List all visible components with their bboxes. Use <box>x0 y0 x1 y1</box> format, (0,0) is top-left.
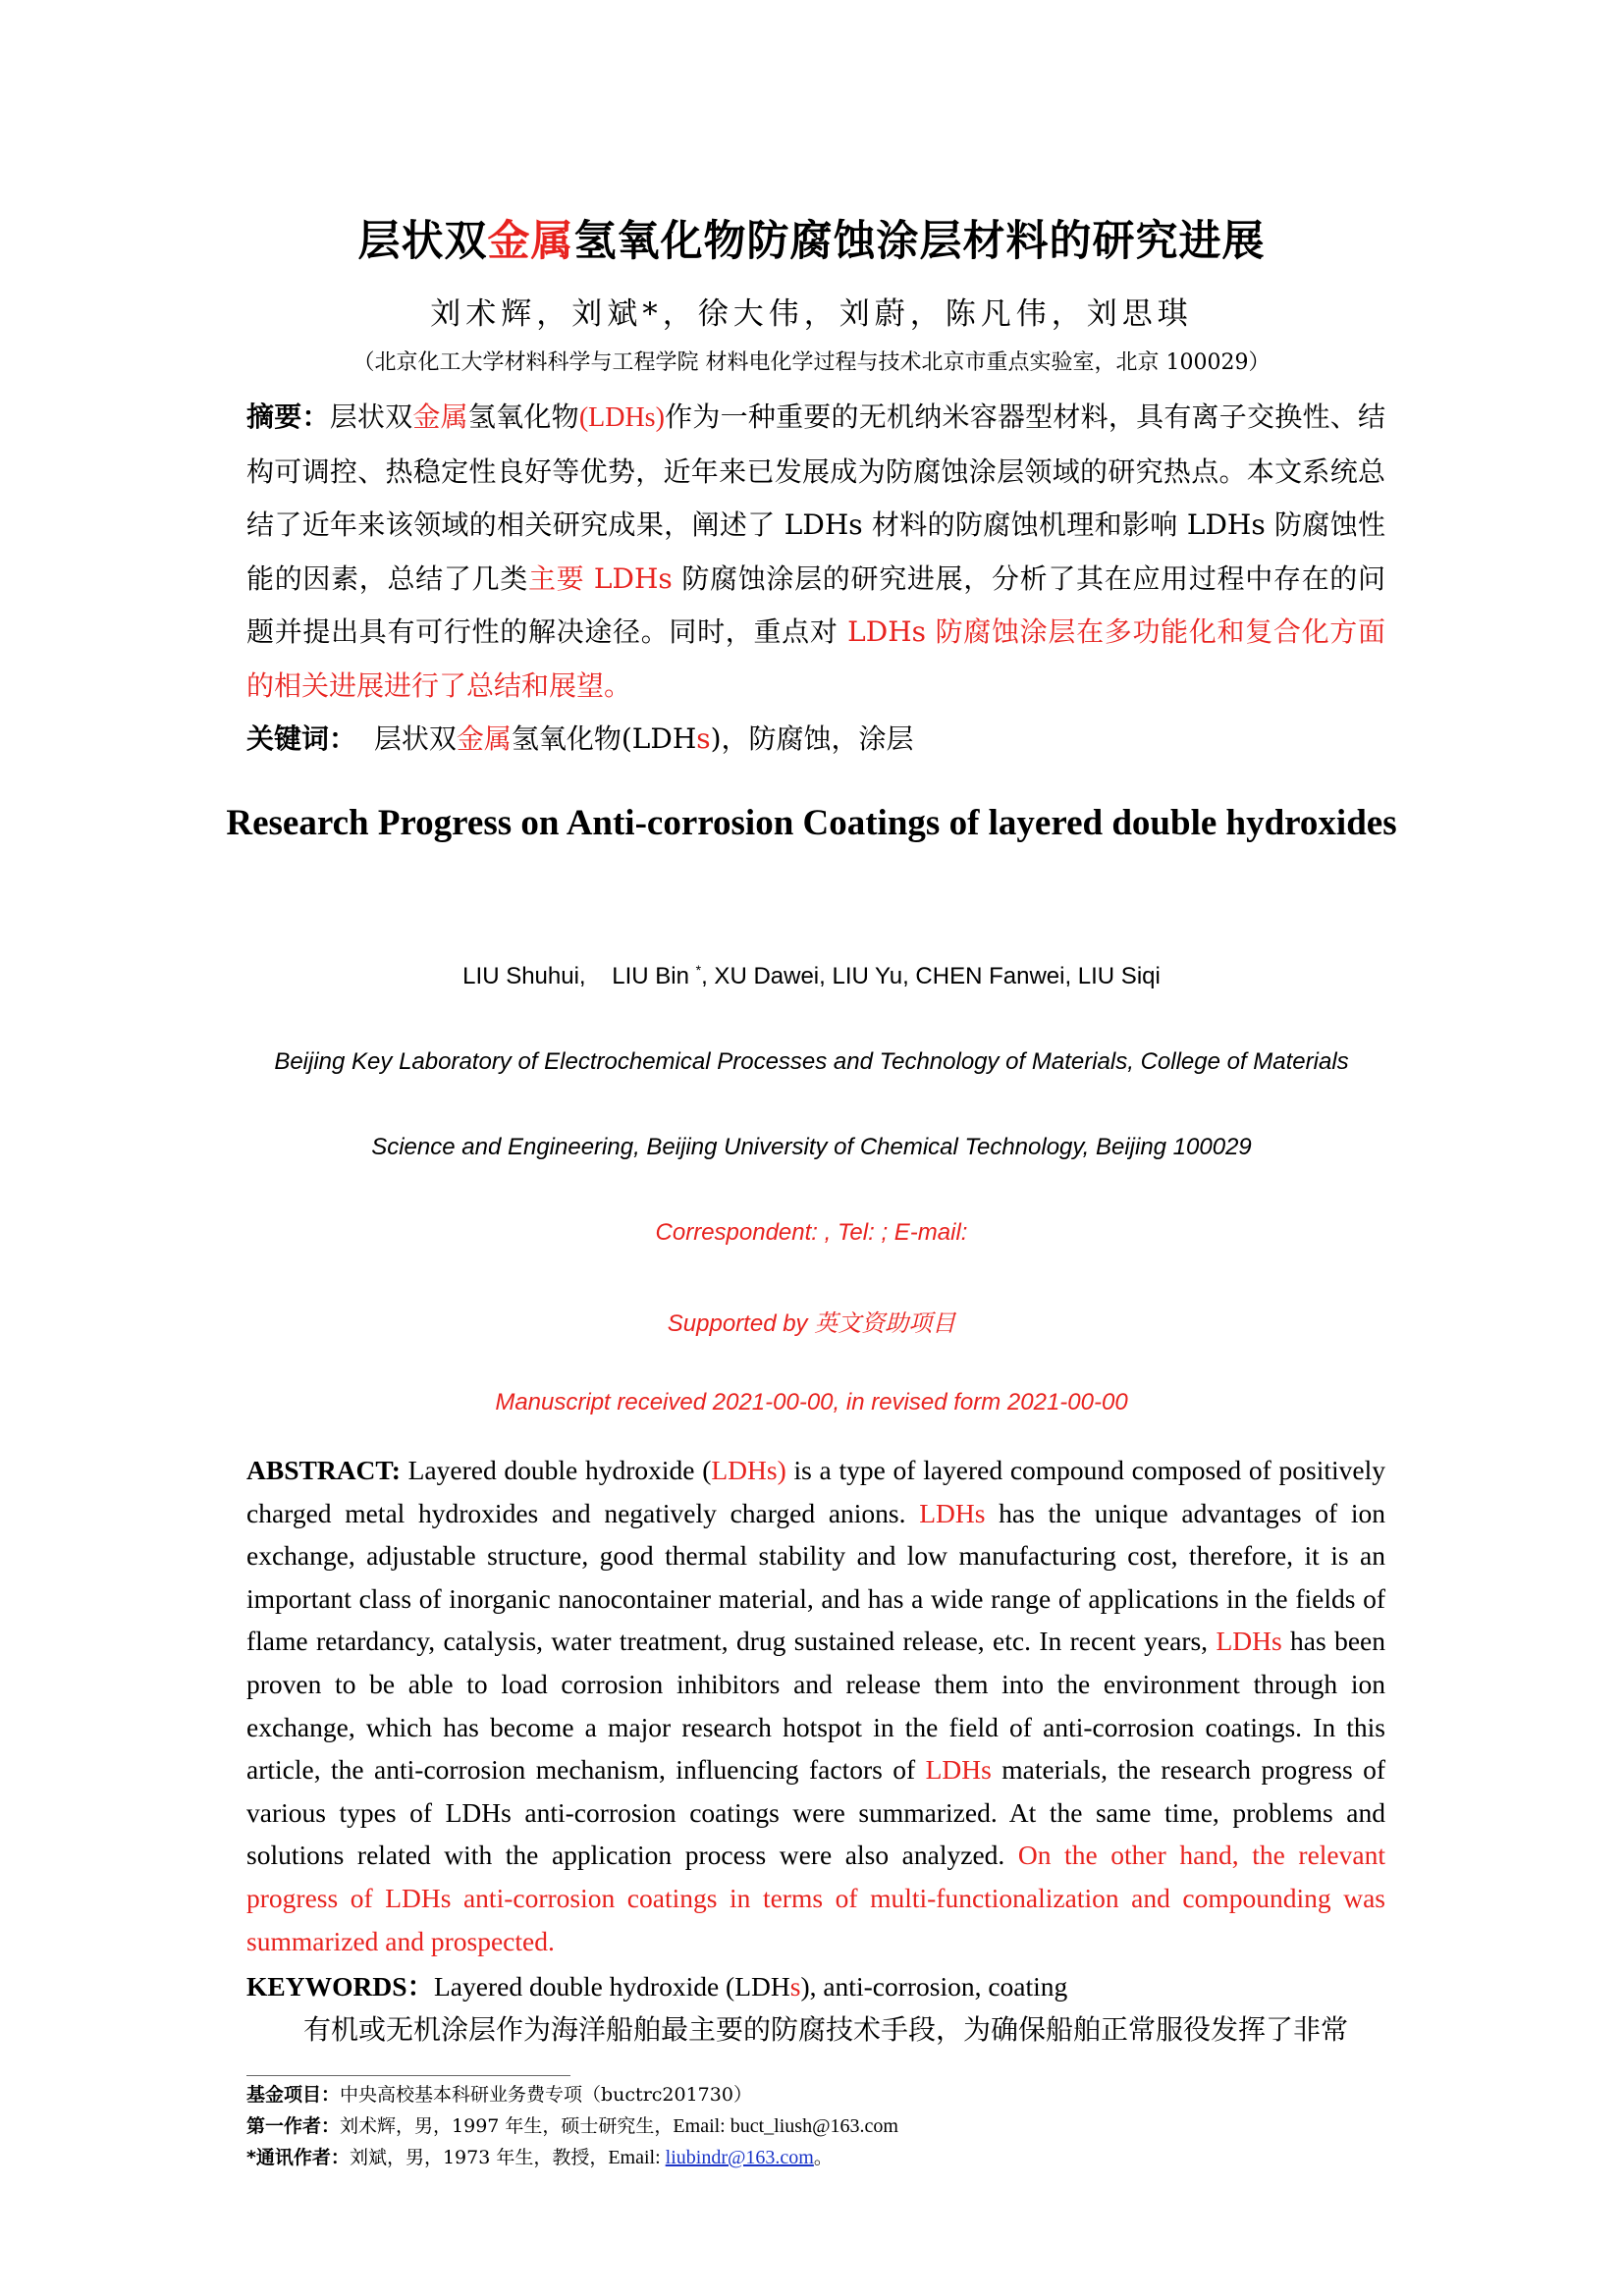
english-affiliation-line-2: Science and Engineering, Beijing University of Chemical Technology, Beijing 100029 <box>371 1134 1252 1160</box>
abstract-highlight: 主要 LDHs <box>527 561 673 595</box>
footnote-divider <box>246 2075 570 2076</box>
manuscript-dates: Manuscript received 2021-00-00, in revised form 2021-00-00 <box>495 1389 1128 1415</box>
keywords-highlight: s <box>789 1971 801 2002</box>
abstract-text: Layered double hydroxide ( <box>400 1455 712 1485</box>
footnote-corresponding-author <box>246 2144 1385 2171</box>
abstract-text: materials, the research progress of various types of LDHs anti-corrosion coatings were summarized. At the same time, problems and solutions related with the application process were also analyzed. <box>246 1754 1385 1871</box>
author-text: , XU Dawei, LIU Yu, CHEN Fanwei, LIU Siqi <box>701 963 1161 989</box>
footnote-label: 第一作者： <box>246 2115 341 2137</box>
keywords-label: 关键词： <box>246 722 357 755</box>
english-abstract <box>246 1449 1385 1962</box>
english-title: Research Progress on Anti-corrosion Coatings of layered double hydroxides <box>226 803 1397 843</box>
abstract-highlight: 金属 <box>412 400 468 433</box>
footnote-email: Email: buct_liush@163.com <box>673 2115 898 2137</box>
keywords-text: )，防腐蚀，涂层 <box>710 722 914 755</box>
abstract-text: 防腐蚀涂层的研究进展，分析了其在应用过程中存在的问题并提出具有可行性的解决途径。同时，重点对 <box>246 561 1385 648</box>
supported-project: 英文资助项目 <box>814 1309 956 1337</box>
abstract-text: has been proven to be able to load corrosion inhibitors and release them into the environment through ion exchange, which has become a major research hotspot in the field of anti-corrosion coatings. In this article, the anti-corrosion mechanism, influencing factors of <box>246 1626 1385 1786</box>
title-highlight: 金属 <box>487 217 574 266</box>
footnote-text: 刘斌，男，1973 年生，教授， <box>349 2147 609 2168</box>
footnote-first-author <box>246 2112 1385 2140</box>
supported-text: Supported by <box>667 1310 815 1337</box>
abstract-highlight: LDHs <box>925 1754 992 1786</box>
keywords-highlight: s <box>696 722 711 755</box>
title-part: 氢氧化物防腐蚀涂层材料的研究进展 <box>573 217 1266 266</box>
english-keywords <box>246 1967 1385 2006</box>
footnote-funding <box>246 2081 1385 2109</box>
footnote-label: 基金项目： <box>246 2084 341 2106</box>
keywords-label: KEYWORDS： <box>246 1971 434 2002</box>
keywords-text: Layered double hydroxide (LDH <box>434 1971 790 2002</box>
abstract-highlight: LDHs) <box>711 1455 786 1485</box>
email-link[interactable]: liubindr@163.com <box>665 2147 814 2168</box>
footnote-text: 。 <box>813 2147 833 2168</box>
corresponding-mark: * <box>695 962 702 978</box>
supported-by-line <box>0 1304 1623 1338</box>
keywords-text: ), anti-corrosion, coating <box>800 1971 1068 2002</box>
title-part: 层状双 <box>357 217 488 266</box>
abstract-label: 摘要： <box>246 400 330 433</box>
chinese-keywords <box>246 713 1385 767</box>
abstract-text: 氢氧化物 <box>467 400 579 433</box>
abstract-highlight: On the other hand, the relevant progress of LDHs anti-corrosion coatings in terms of multi-functionalization and compounding was summarized and prospected. <box>246 1840 1385 1956</box>
chinese-affiliation: （北京化工大学材料科学与工程学院 材料电化学过程与技术北京市重点实验室，北京 100029） <box>352 350 1271 375</box>
abstract-highlight: LDHs <box>919 1497 986 1528</box>
correspondent-line: Correspondent: , Tel: ; E-mail: <box>655 1219 968 1246</box>
chinese-abstract <box>246 391 1385 713</box>
abstract-label: ABSTRACT: <box>246 1455 401 1485</box>
abstract-highlight: (LDHs) <box>578 402 665 433</box>
keywords-text: 氢氧化物(LDH <box>511 722 697 755</box>
abstract-highlight: LDHs 防腐蚀涂层在多功能化和复合化方面的相关进展进行了总结和展望。 <box>246 615 1386 702</box>
english-authors <box>0 962 1623 990</box>
footnote-text: 中央高校基本科研业务费专项（buctrc201730） <box>340 2084 752 2106</box>
footnote-text: 刘术辉，男，1997 年生，硕士研究生， <box>340 2115 674 2137</box>
keywords-highlight: 金属 <box>456 722 512 755</box>
abstract-text: is a type of layered compound composed of positively charged metal hydroxides and negatively charged anions. <box>246 1455 1385 1528</box>
author-text: LIU Shuhui, LIU Bin <box>462 963 696 989</box>
footnote-email-label: Email: <box>608 2147 666 2168</box>
abstract-text: has the unique advantages of ion exchange, adjustable structure, good thermal stability and low manufacturing cost, therefore, it is an important class of inorganic nanocontainer material, and has a wide range of applications in the fields of flame retardancy, catalysis, water treatment, drug sustained release, etc. In recent years, <box>246 1497 1385 1657</box>
body-intro-line: 有机或无机涂层作为海洋船舶最主要的防腐技术手段，为确保船舶正常服役发挥了非常 <box>303 2013 1349 2046</box>
keywords-text: 层状双 <box>373 722 457 755</box>
abstract-highlight: LDHs <box>1216 1626 1282 1657</box>
chinese-authors: 刘术辉，刘斌*，徐大伟，刘蔚，陈凡伟，刘思琪 <box>430 296 1193 332</box>
abstract-text: 作为一种重要的无机纳米容器型材料，具有离子交换性、结构可调控、热稳定性良好等优势，近年来已发展成为防腐蚀涂层领域的研究热点。本文系统总结了近年来该领域的相关研究成果，阐述了 LDHs 材料的防腐蚀机理和影响 LDHs 防腐蚀性能的因素，总结了几类 <box>246 400 1385 595</box>
abstract-text: 层状双 <box>329 400 413 433</box>
english-affiliation-line-1: Beijing Key Laboratory of Electrochemical Processes and Technology of Materials, College of Materials <box>274 1048 1349 1075</box>
footnote-label: *通讯作者： <box>246 2147 350 2168</box>
chinese-title <box>0 208 1623 268</box>
